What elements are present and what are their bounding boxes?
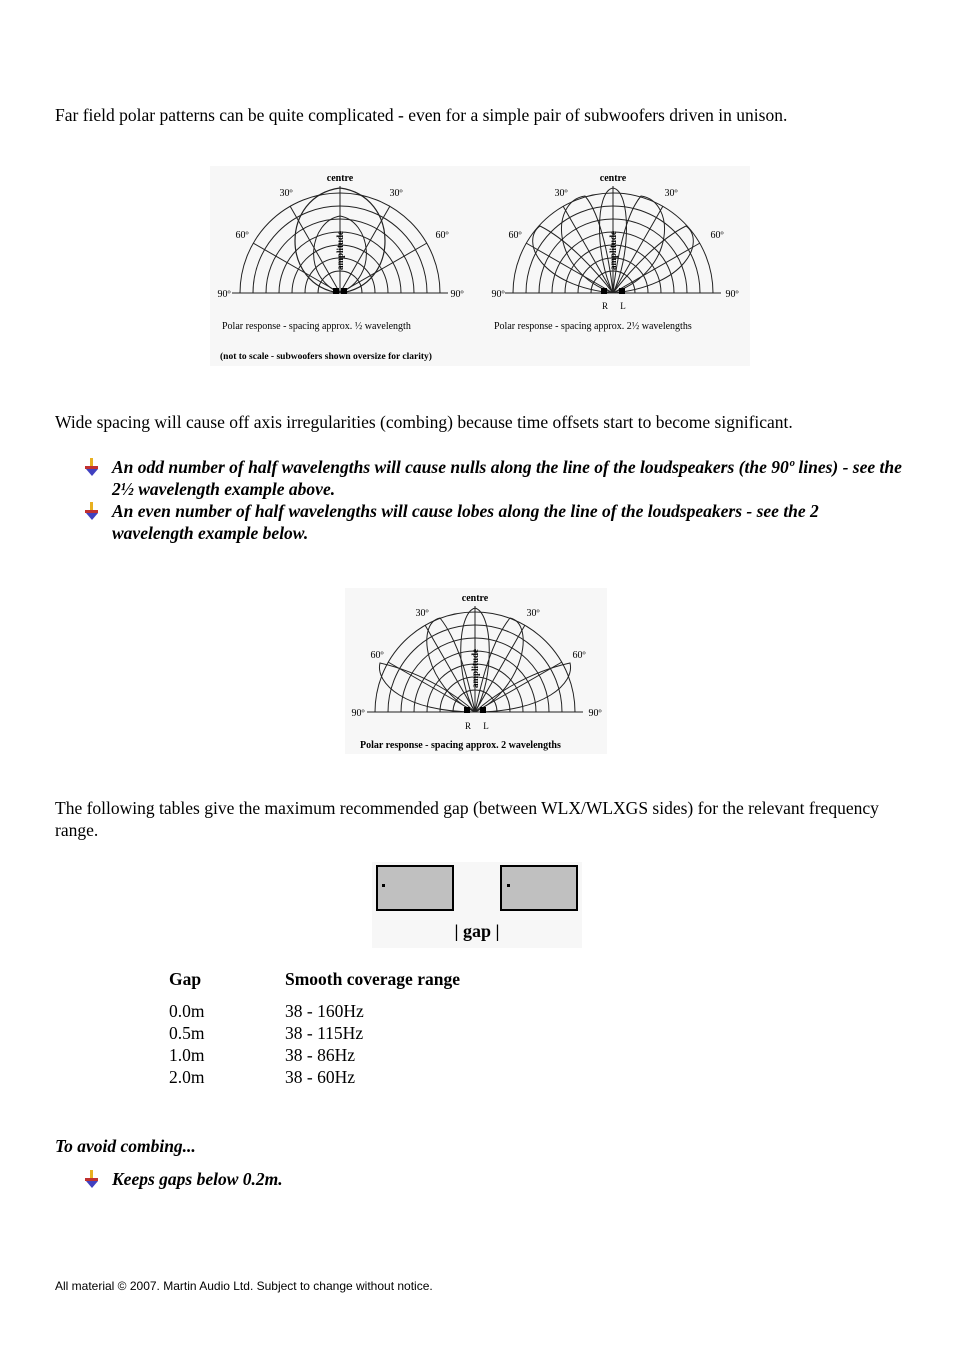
wide-spacing-paragraph: Wide spacing will cause off axis irregularities (combing) because time offsets start to become significant. [55,412,793,432]
speaker-l-label: L [483,721,489,731]
table-row [169,1022,460,1044]
column-header-gap: Gap [169,969,202,989]
gap-cell: 2.0m [169,1067,205,1087]
angle-60-left-label: 60º [370,650,384,661]
gap-figure [372,862,582,948]
angle-60-right-label: 60º [710,230,724,241]
table-row [169,1000,460,1022]
gap-label: | gap | [454,921,500,941]
gap-figure-svg [372,862,582,948]
pushpin-arrow-icon [82,502,102,520]
polar-figure-single [345,588,607,754]
table-row [169,1066,460,1088]
angle-30-left-label: 30º [554,188,568,199]
tables-intro-paragraph: The following tables give the maximum recommended gap (between WLX/WLXGS sides) for the relevant frequency range. [55,798,879,840]
range-cell: 38 - 60Hz [285,1067,355,1087]
copyright-footer: All material © 2007. Martin Audio Ltd. Subject to change without notice. [55,1279,433,1293]
list-item [82,456,902,500]
bullet-text: Keeps gaps below 0.2m. [112,1169,283,1189]
centre-label: centre [599,173,627,184]
list-item [82,500,902,544]
range-cell: 38 - 160Hz [285,1001,364,1021]
amplitude-label: amplitude [335,230,345,270]
subwoofer-left [377,866,453,910]
centre-label: centre [461,593,489,604]
angle-30-right-label: 30º [526,608,540,619]
angle-60-left-label: 60º [508,230,522,241]
polar-figure-single-svg [345,588,607,754]
centre-label: centre [326,173,354,184]
column-header-range: Smooth coverage range [285,969,460,989]
speaker-l-label: L [620,301,626,311]
bullet-text: An even number of half wavelengths will cause lobes along the line of the loudspeakers - see the 2 wavelength example below. [112,501,819,543]
polar-caption-right: Polar response - spacing approx. 2½ wavelengths [494,321,692,332]
angle-90-right-label: 90º [588,708,602,719]
angle-60-left-label: 60º [235,230,249,241]
gap-table [169,968,460,1088]
angle-30-left-label: 30º [415,608,429,619]
polar-caption-left: Polar response - spacing approx. ½ wavelength [222,321,411,332]
pushpin-arrow-icon [82,1170,102,1188]
bullet-text: An odd number of half wavelengths will cause nulls along the line of the loudspeakers (the 90º lines) - see the 2½ wavelength example above. [112,457,902,499]
angle-30-left-label: 30º [279,188,293,199]
figure-note: (not to scale - subwoofers shown oversize for clarity) [220,352,432,362]
polar-figure-pair [210,166,750,366]
angle-60-right-label: 60º [435,230,449,241]
angle-90-left-label: 90º [217,289,231,300]
gap-cell: 0.0m [169,1001,205,1021]
angle-90-left-label: 90º [351,708,365,719]
amplitude-label: amplitude [470,648,480,688]
angle-60-right-label: 60º [572,650,586,661]
amplitude-label: amplitude [608,230,618,270]
angle-90-right-label: 90º [450,289,464,300]
angle-30-right-label: 30º [664,188,678,199]
subwoofer-right [501,866,577,910]
angle-90-right-label: 90º [725,289,739,300]
table-row [169,1044,460,1066]
polar-caption: Polar response - spacing approx. 2 wavelengths [360,740,561,751]
pushpin-arrow-icon [82,458,102,476]
range-cell: 38 - 115Hz [285,1023,364,1043]
gap-cell: 0.5m [169,1023,205,1043]
polar-figure-pair-svg [210,166,750,366]
angle-90-left-label: 90º [491,289,505,300]
gap-cell: 1.0m [169,1045,205,1065]
speaker-r-label: R [464,721,472,731]
avoid-combing-heading: To avoid combing... [55,1136,196,1156]
speaker-r-label: R [601,301,609,311]
table-header-row [169,968,460,990]
range-cell: 38 - 86Hz [285,1045,355,1065]
list-item [82,1168,902,1190]
angle-30-right-label: 30º [389,188,403,199]
intro-paragraph: Far field polar patterns can be quite complicated - even for a simple pair of subwoofers driven in unison. [55,105,788,125]
